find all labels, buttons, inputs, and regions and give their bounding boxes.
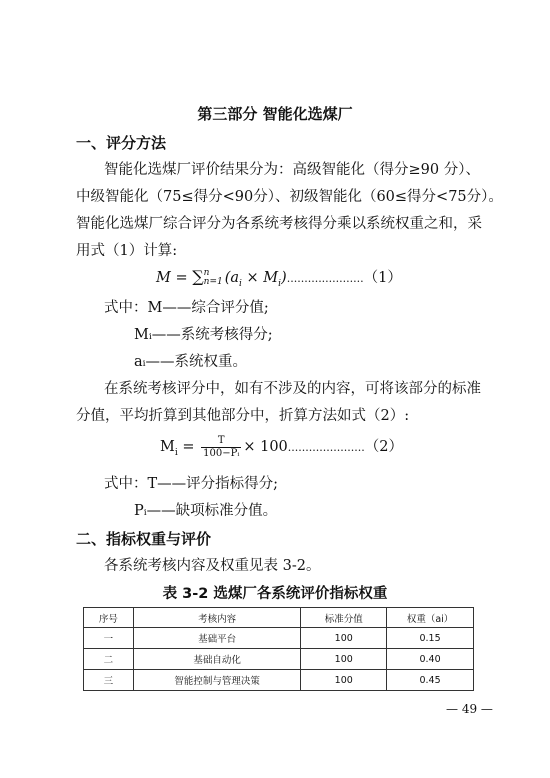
- formula2-fraction: [201, 435, 241, 460]
- table-cell: 0.45: [387, 670, 474, 691]
- paragraph1-line3: 智能化选煤厂综合评分为各系统考核得分乘以系统权重之和，采: [76, 216, 482, 232]
- formula2-numerator: T: [201, 435, 241, 448]
- formula1-lhs: M: [156, 270, 171, 286]
- formula1-sub-i: i: [239, 278, 242, 289]
- paragraph3: 各系统考核内容及权重见表 3-2。: [104, 558, 321, 574]
- page-number: — 49 —: [446, 702, 493, 716]
- paragraph1-line1: 智能化选煤厂评价结果分为：高级智能化（得分≥90 分）、: [104, 162, 480, 178]
- weights-table: [83, 607, 474, 691]
- formula2-dots: ......................: [287, 441, 365, 454]
- table-header-cell: 标准分值: [301, 608, 387, 628]
- table-header-row: [84, 608, 474, 628]
- table-row: [84, 628, 474, 649]
- table-cell: 基础平台: [133, 628, 300, 649]
- paragraph2-line1: 在系统考核评分中，如有不涉及的内容，可将该部分的标准: [104, 381, 481, 397]
- formula1-sum-upper: n: [203, 268, 210, 278]
- formula2-times: × 100: [243, 439, 288, 455]
- table-header-cell: 序号: [84, 608, 134, 628]
- table-cell: 0.40: [387, 649, 474, 670]
- page-title: 第三部分 智能化选煤厂: [197, 105, 353, 123]
- formula1-times: × M: [241, 270, 279, 286]
- table-cell: 100: [301, 628, 387, 649]
- table-cell: 一: [84, 628, 134, 649]
- definition-Mi: Mᵢ——系统考核得分;: [134, 327, 273, 343]
- formula1-eq: =: [170, 270, 193, 286]
- formula2-label: （2）: [364, 439, 403, 455]
- section1-heading: 一、评分方法: [76, 134, 167, 152]
- table-cell: 100: [301, 649, 387, 670]
- table-cell: 三: [84, 670, 134, 691]
- table-cell: 二: [84, 649, 134, 670]
- formula1-label: （1）: [363, 270, 402, 286]
- formula1-body: (a: [224, 270, 240, 286]
- table-row: [84, 649, 474, 670]
- where-2: 式中：T——评分指标得分;: [104, 476, 279, 492]
- formula-2: [160, 434, 403, 466]
- formula2-eq: =: [177, 439, 200, 455]
- table-header-cell: 考核内容: [133, 608, 300, 628]
- paragraph1-line4: 用式（1）计算:: [76, 243, 178, 259]
- table-row: [84, 670, 474, 691]
- formula2-denominator: 100−Pᵢ: [203, 447, 240, 459]
- paragraph1-line2: 中级智能化（75≤得分<90分）、初级智能化（60≤得分<75分）。: [76, 189, 503, 205]
- formula2-lhs: M: [160, 439, 175, 455]
- formula1-close: ): [281, 270, 287, 286]
- table-cell: 100: [301, 670, 387, 691]
- table-caption: 表 3-2 选煤厂各系统评价指标权重: [162, 586, 388, 602]
- where-1: 式中：M——综合评分值;: [104, 300, 269, 316]
- definition-Pi: Pᵢ——缺项标准分值。: [134, 503, 278, 519]
- formula-1: [156, 267, 402, 294]
- section2-heading: 二、指标权重与评价: [76, 530, 212, 548]
- table-header-cell: 权重（ai）: [387, 608, 474, 628]
- formula2-sub-i: i: [174, 447, 178, 458]
- formula1-sum: ∑: [192, 267, 204, 286]
- table-cell: 0.15: [387, 628, 474, 649]
- formula1-sum-lower: n=1: [203, 277, 223, 287]
- definition-ai: aᵢ——系统权重。: [134, 354, 248, 370]
- formula1-dots: ......................: [286, 272, 364, 285]
- formula1-sub-i2: i: [278, 278, 282, 289]
- table-cell: 智能控制与管理决策: [133, 670, 300, 691]
- paragraph2-line2: 分值，平均折算到其他部分中，折算方法如式（2）:: [76, 408, 410, 424]
- table-cell: 基础自动化: [133, 649, 300, 670]
